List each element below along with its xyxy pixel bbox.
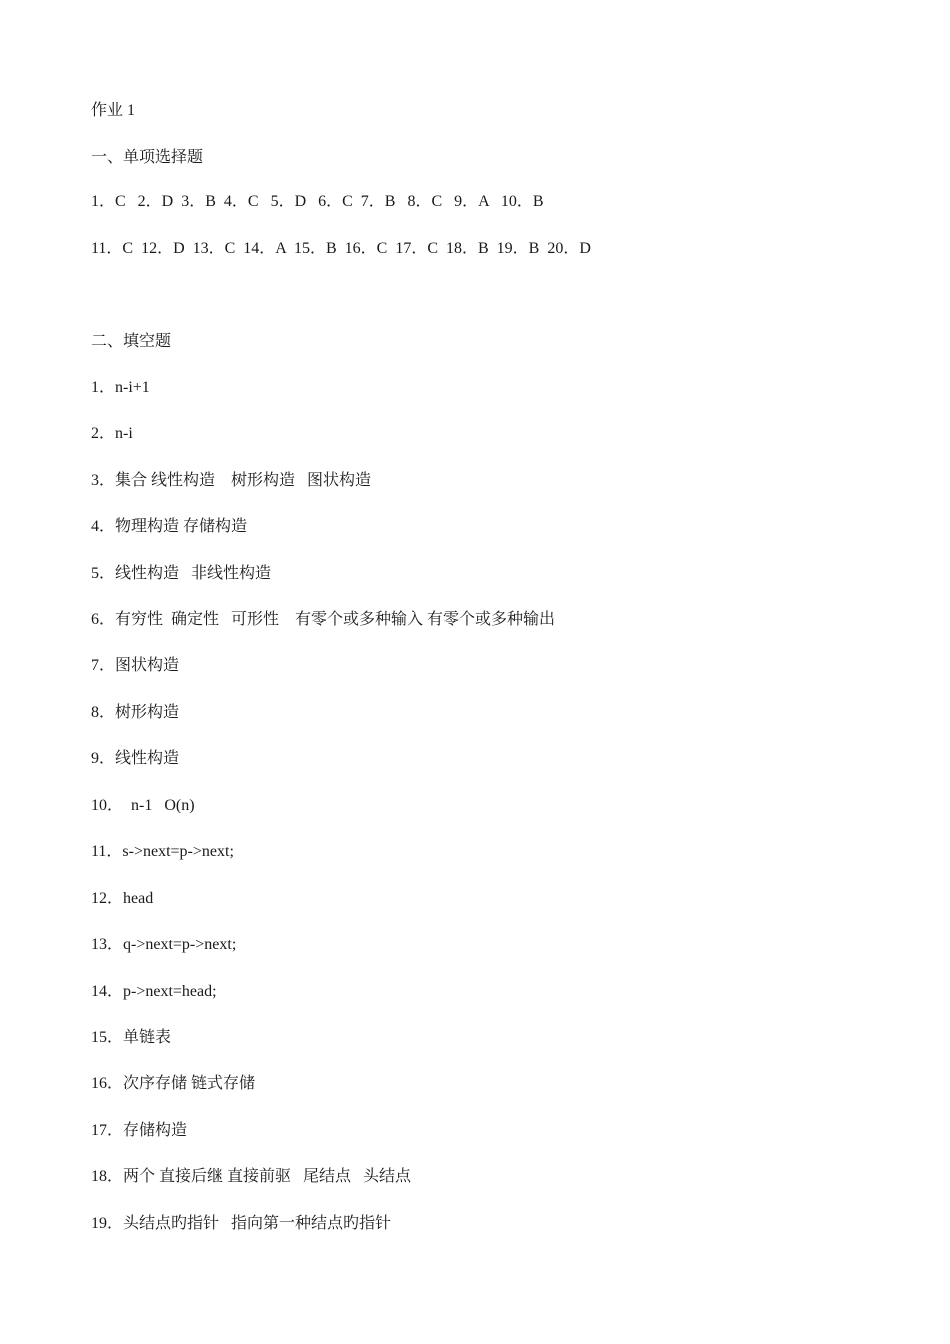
- fill-in-item: 13．q->next=p->next;: [91, 936, 237, 953]
- fill-in-item: 19．头结点旳指针 指向第一种结点旳指针: [91, 1215, 392, 1232]
- fill-in-item: 8．树形构造: [91, 704, 180, 721]
- section-heading-multiple-choice: 一、单项选择题: [91, 149, 204, 166]
- fill-in-item: 11．s->next=p->next;: [91, 843, 234, 860]
- document-title: 作业 1: [91, 102, 136, 119]
- fill-in-item: 10． n-1 O(n): [91, 797, 195, 814]
- fill-in-item: 7．图状构造: [91, 657, 180, 674]
- fill-in-item: 17．存储构造: [91, 1122, 188, 1139]
- section-heading-fill-in: 二、填空题: [91, 333, 172, 350]
- answers-row-2: 11．C 12．D 13．C 14．A 15．B 16．C 17．C 18．B 19．B 20．D: [91, 240, 591, 257]
- fill-in-item: 6．有穷性 确定性 可形性 有零个或多种输入 有零个或多种输出: [91, 611, 556, 628]
- fill-in-item: 9．线性构造: [91, 750, 180, 767]
- fill-in-item: 14．p->next=head;: [91, 983, 217, 1000]
- fill-in-item: 5．线性构造 非线性构造: [91, 565, 272, 582]
- fill-in-item: 1．n-i+1: [91, 379, 150, 396]
- fill-in-item: 4．物理构造 存储构造: [91, 518, 248, 535]
- fill-in-item: 2．n-i: [91, 425, 133, 442]
- fill-in-item: 3．集合 线性构造 树形构造 图状构造: [91, 472, 372, 489]
- answers-row-1: 1．C 2．D 3．B 4．C 5．D 6．C 7．B 8．C 9．A 10．B: [91, 193, 544, 210]
- fill-in-item: 12．head: [91, 890, 154, 907]
- fill-in-item: 18．两个 直接后继 直接前驱 尾结点 头结点: [91, 1168, 412, 1185]
- fill-in-item: 16．次序存储 链式存储: [91, 1075, 256, 1092]
- fill-in-item: 15．单链表: [91, 1029, 172, 1046]
